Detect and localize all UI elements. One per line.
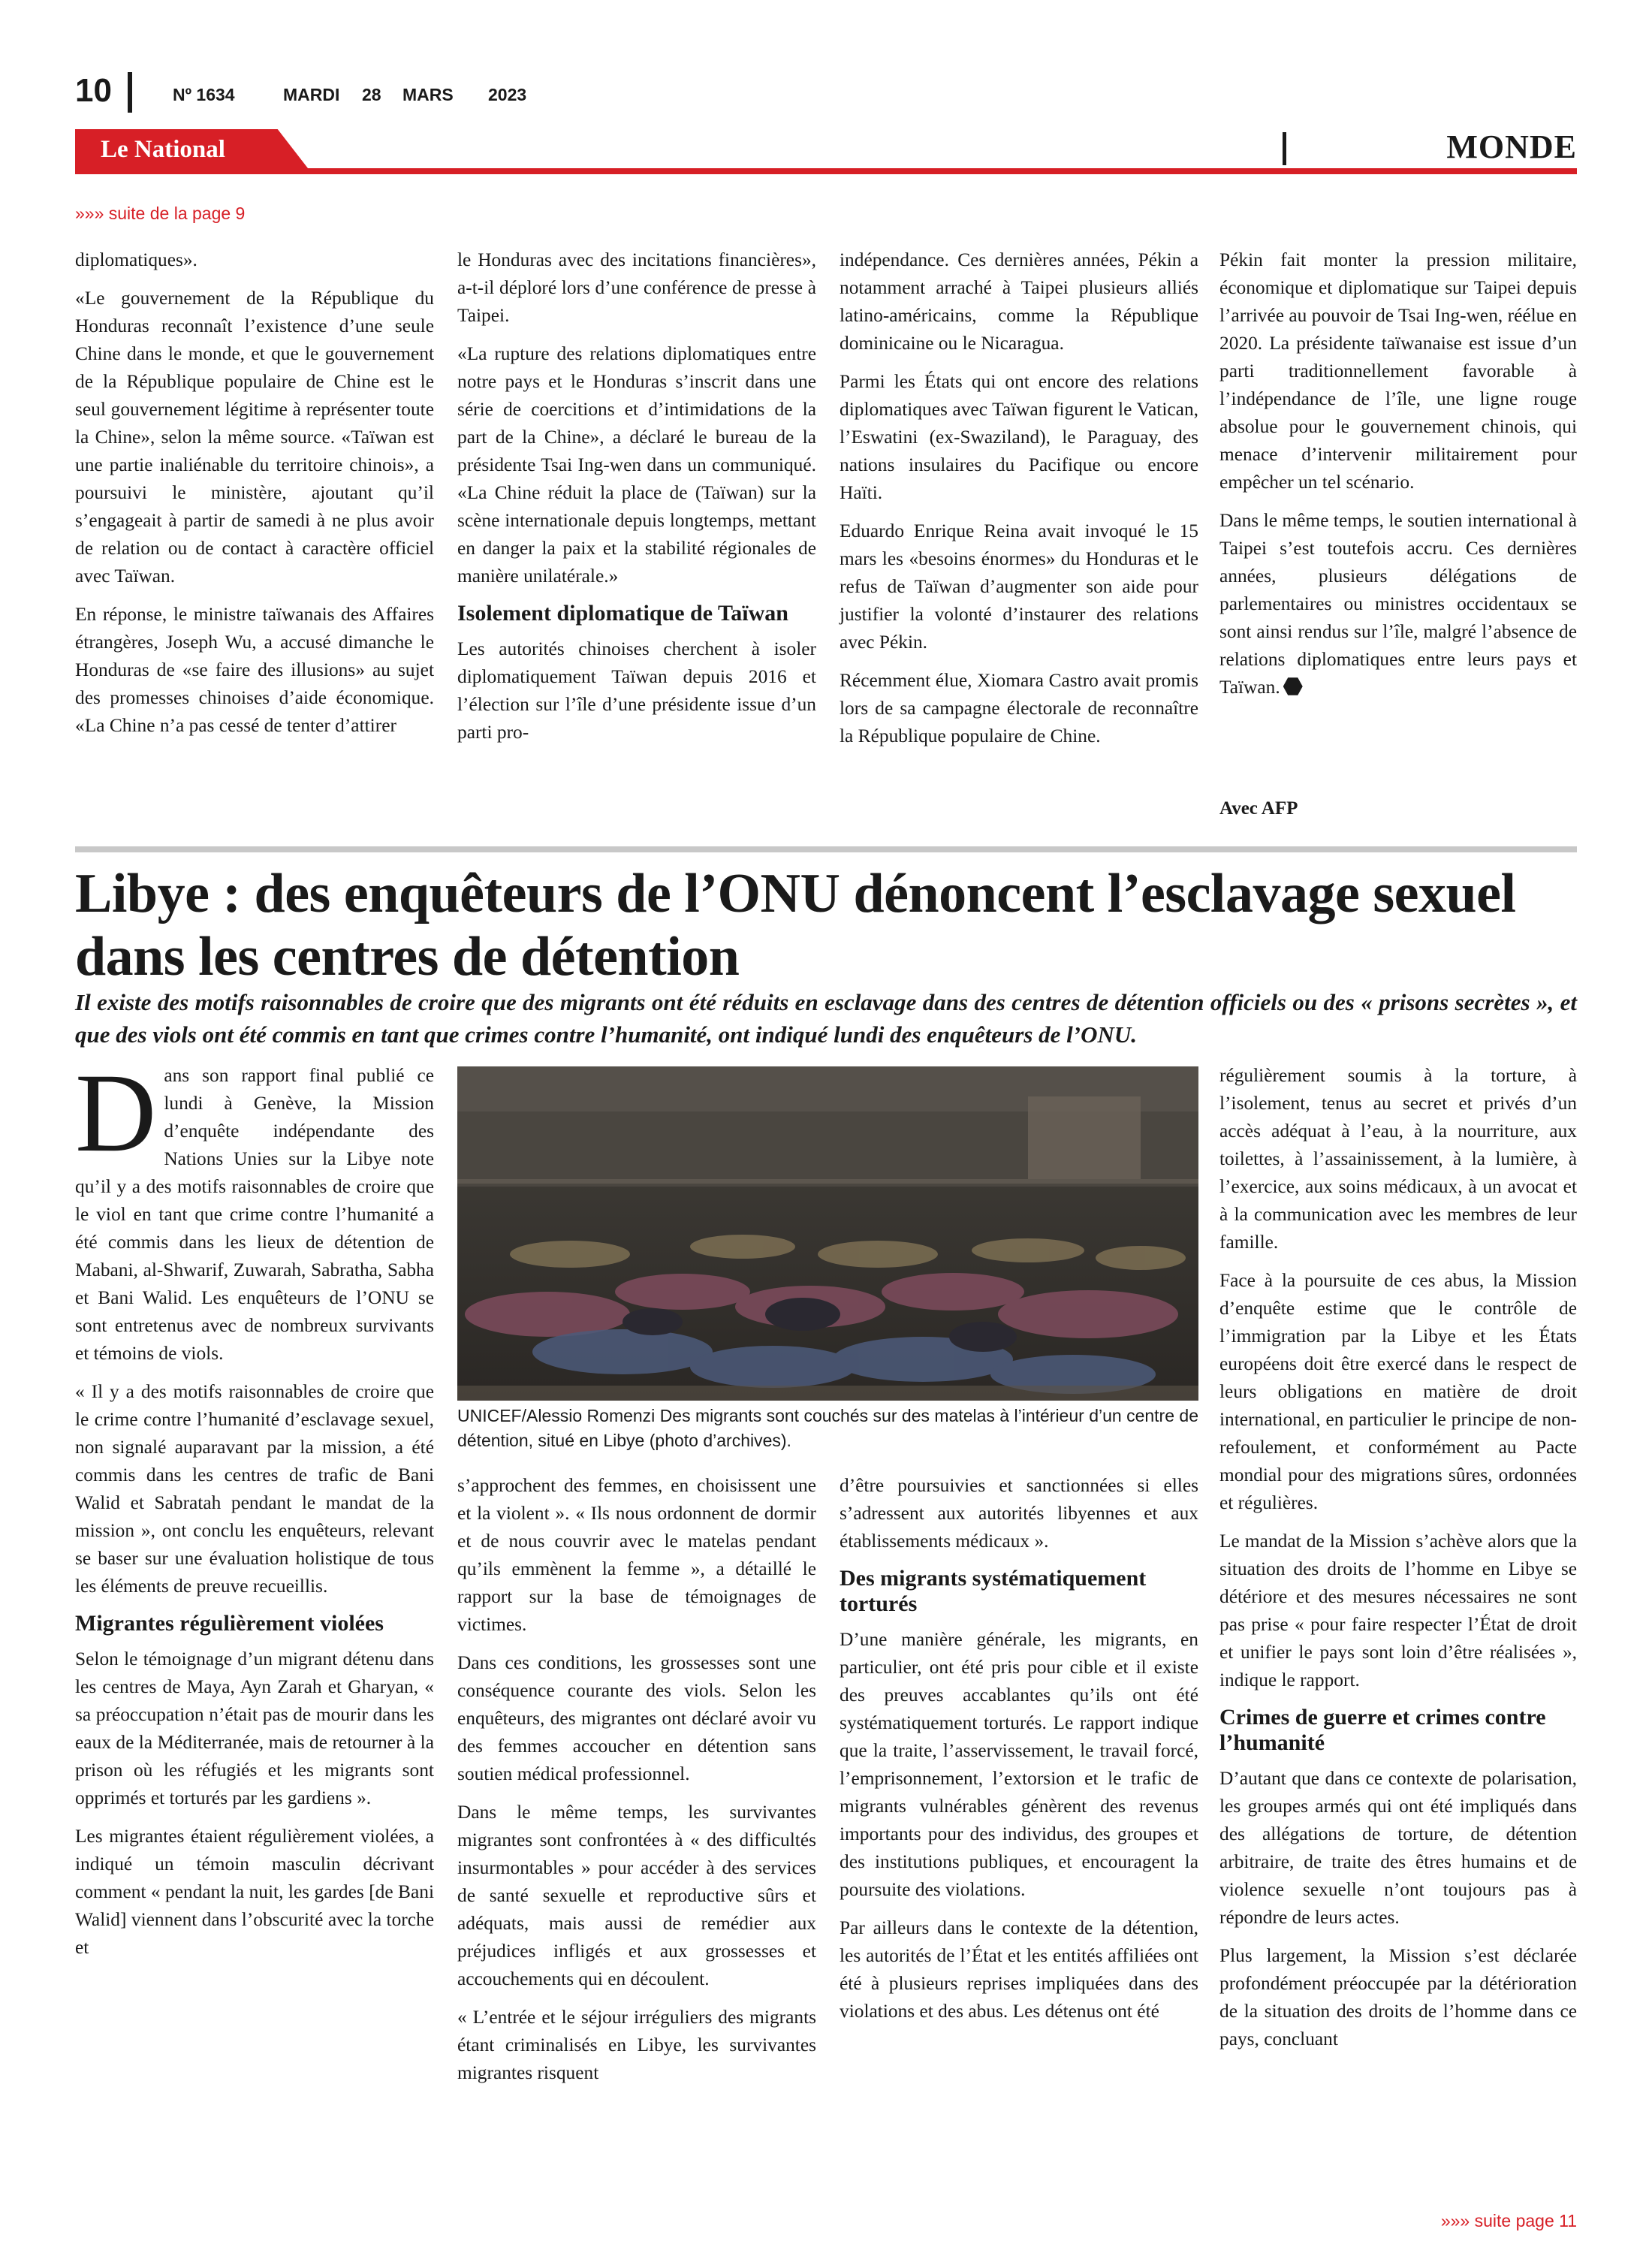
page-number: 10 <box>75 72 112 109</box>
paragraph <box>1219 507 1577 701</box>
paragraph <box>1219 246 1577 496</box>
paragraph-text: Pékin fait monter la pression militaire, économique et diplomatique sur Taipei depuis l’arrivée au pouvoir de Tsai Ing-wen, réélue en 2020. La présidente taïwanaise est issue d’un parti traditionnellement favorable à l’indépendance de l’île, une ligne rouge absolue pour le gouvernement chinois, qui menace d’intervenir militairement pour empêcher un tel scénario. <box>1219 249 1577 493</box>
paragraph <box>457 1799 816 1993</box>
paragraph <box>75 285 434 590</box>
paragraph <box>840 1472 1198 1555</box>
paragraph <box>75 1823 434 1962</box>
paragraph <box>457 340 816 590</box>
paragraph-text: régulièrement soumis à la torture, à l’isolement, tenus au secret et privés d’un accès adéquat à l’eau, à la nourriture, aux toilettes, à l’assainissement, à la lumière, à l’exercice, aux soins médicaux, à un avocat et à la communication avec les membres de leur famille. <box>1219 1065 1577 1253</box>
paragraph-text: d’être poursuivies et sanctionnées si elles s’adressent aux autorités libyennes et aux établissements médicaux ». <box>840 1475 1198 1552</box>
paragraph <box>840 667 1198 750</box>
top-article-column-1 <box>75 246 434 750</box>
paragraph <box>457 1472 816 1639</box>
paragraph-text: Récemment élue, Xiomara Castro avait promis lors de sa campagne électorale de reconnaître la République populaire de Chine. <box>840 670 1198 746</box>
paragraph <box>75 1645 434 1812</box>
article-headline: Libye : des enquêteurs de l’ONU dénoncent l’esclavage sexuel dans les centres de détention <box>75 863 1516 988</box>
paragraph-text: Eduardo Enrique Reina avait invoqué le 15 mars les «besoins énormes» du Honduras et le refus de Taïwan d’augmenter son aide pour justifier la volonté d’instaurer des relations avec Pékin. <box>840 520 1198 653</box>
top-article-column-4 <box>1219 246 1577 712</box>
paragraph-text: En réponse, le ministre taïwanais des Affaires étrangères, Joseph Wu, a accusé dimanche le Honduras de «se faire des illusions» au sujet des promesses chinoises d’aide économique. «La Chine n’a pas cessé de tenter d’attirer <box>75 604 434 736</box>
continued-from-link[interactable]: »»» suite de la page 9 <box>75 204 246 223</box>
paragraph-text: ans son rapport final publié ce lundi à Genève, la Mission d’enquête indépendante des Nations Unies sur la Libye note qu’il y a des motifs raisonnables de croire que le viol en tant que crime contre l’humanité a été commis dans les lieux de détention de Mabani, al-Shwarif, Zuwarah, Sabratha, Sabha et Bani Walid. Les enquêteurs de l’ONU se sont entretenus avec de nombreux survivants et témoins de viols. <box>75 1065 434 1364</box>
paragraph <box>840 368 1198 507</box>
paragraph <box>1219 1942 1577 2053</box>
paragraph-text: D’autant que dans ce contexte de polarisation, les groupes armés qui ont été impliqués dans des allégations de torture, de détention arbitraire, de traite des êtres humains et de violence sexuelle n’ont toujours pas à répondre de leurs actes. <box>1219 1768 1577 1928</box>
paragraph <box>75 601 434 740</box>
paragraph <box>840 1626 1198 1904</box>
paragraph <box>840 1914 1198 2025</box>
paragraph-text: Dans ces conditions, les grossesses sont une conséquence courante des viols. Selon les enquêteurs, des migrantes ont déclaré avoir vu des femmes accoucher en détention sans soutien médical professionnel. <box>457 1652 816 1784</box>
detention-center-photo <box>457 1066 1198 1401</box>
subheading: Migrantes régulièrement violées <box>75 1611 384 1636</box>
paragraph <box>457 1649 816 1788</box>
section-divider <box>1283 132 1286 165</box>
article-divider <box>75 846 1577 852</box>
main-article-column-3 <box>840 1472 1198 2036</box>
drop-cap: D <box>75 1051 157 1175</box>
issue-number: Nº 1634 <box>173 85 235 104</box>
article-end-icon <box>1283 677 1303 696</box>
paragraph-text: D’une manière générale, les migrants, en particulier, ont été pris pour cible et il existe des preuves accablantes qu’ils ont été systématiquement torturés. Le rapport indique que la traite, l’asservissement, le travail forcé, l’emprisonnement, l’extorsion et le trafic de migrants vulnérables génèrent des revenus importants pour des individus, des groupes et des institutions publiques, et encouragent la poursuite des violations. <box>840 1629 1198 1900</box>
paragraph <box>75 1051 434 1368</box>
paragraph <box>75 246 434 274</box>
continued-to-link[interactable]: »»» suite page 11 <box>1440 2211 1577 2230</box>
main-article-column-2 <box>457 1472 816 2098</box>
paragraph <box>75 1378 434 1600</box>
photo-caption: UNICEF/Alessio Romenzi Des migrants sont couchés sur des matelas à l’intérieur d’un centre de détention, situé en Libye (photo d’archives). <box>457 1406 1198 1450</box>
paragraph <box>457 2004 816 2087</box>
issue-weekday: MARDI <box>283 85 340 104</box>
paragraph-text: « Il y a des motifs raisonnables de croire que le crime contre l’humanité d’esclavage sexuel, non signalé auparavant par la mission, a été commis dans les centres de trafic de Bani Walid et Sabratah pendant le mandat de la mission », ont conclu les enquêteurs, relevant se baser sur une évaluation holistique de tous les éléments de preuve recueillis. <box>75 1381 434 1597</box>
subheading: Crimes de guerre et crimes contre l’humanité <box>1219 1705 1546 1755</box>
article-standfirst: Il existe des motifs raisonnables de croire que des migrants ont été réduits en esclavage dans des centres de détention officiels ou des « prisons secrètes », et que des viols ont été commis en tant que crimes contre l’humanité, ont indiqué lundi des enquêteurs de l’ONU. <box>75 989 1577 1048</box>
brand-name: Le National <box>101 136 225 163</box>
paragraph-text: Les migrantes étaient régulièrement violées, a indiqué un témoin masculin décrivant comment « pendant la nuit, les gardes [de Bani Walid] viennent dans l’obscurité avec la torche et <box>75 1826 434 1958</box>
issue-day: 28 <box>362 85 381 104</box>
paragraph-text: «Le gouvernement de la République du Honduras reconnaît l’existence d’une seule Chine dans le monde, et que le gouvernement de la République populaire de Chine est le seul gouvernement légitime à représenter toute la Chine», selon la même source. «Taïwan est une partie inaliénable du territoire chinois», a poursuivi le ministère, ajoutant qu’il s’engageait à partir de samedi à ne plus avoir de relation ou de contact à caractère officiel avec Taïwan. <box>75 288 434 587</box>
paragraph-text: Face à la poursuite de ces abus, la Mission d’enquête estime que le contrôle de l’immigration par la Libye et les États européens doit être exercé dans le respect de leurs obligations en matière de droit international, en particulier le principe de non-refoulement, et conformément au Pacte mondial pour des migrations sûres, ordonnées et régulières. <box>1219 1270 1577 1513</box>
paragraph-text: Plus largement, la Mission s’est déclarée profondément préoccupée par la détérioration de la situation des droits de l’homme dans ce pays, concluant <box>1219 1945 1577 2049</box>
paragraph <box>1219 1528 1577 1694</box>
paragraph <box>457 246 816 330</box>
paragraph <box>1219 1765 1577 1932</box>
issue-month: MARS <box>402 85 454 104</box>
paragraph-text: indépendance. Ces dernières années, Pékin a notamment arraché à Taipei plusieurs alliés latino-américains, comme la République dominicaine ou le Nicaragua. <box>840 249 1198 354</box>
paragraph-text: Le mandat de la Mission s’achève alors que la situation des droits de l’homme en Libye se détériore et des mesures nécessaires ne sont pas prise « pour faire respecter l’État de droit et unifier le pays sont loin d’être réalisées », indique le rapport. <box>1219 1531 1577 1691</box>
paragraph <box>840 246 1198 357</box>
paragraph-text: Selon le témoignage d’un migrant détenu dans les centres de Maya, Ayn Zarah et Gharyan, « sa préoccupation n’était pas de mourir dans les eaux de la Méditerranée, mais de retourner à la prison où les réfugiés et les migrants sont opprimés et torturés par les gardiens ». <box>75 1648 434 1808</box>
paragraph <box>1219 1062 1577 1256</box>
subheading: Des migrants systématiquement torturés <box>840 1566 1147 1616</box>
main-article-column-1 <box>75 1051 434 1972</box>
paragraph-text: Les autorités chinoises cherchent à isoler diplomatiquement Taïwan depuis 2016 et l’élection sur l’île d’une présidente issue d’un parti pro- <box>457 638 816 743</box>
paragraph-text: Dans le même temps, le soutien international à Taipei s’est toutefois accru. Ces dernières années, plusieurs délégations de parlementaires ou ministres occidentaux se sont ainsi rendus sur l’île, malgré l’absence de relations diplomatiques entre leurs pays et Taïwan. <box>1219 510 1577 698</box>
paragraph-text: s’approchent des femmes, en choisissent une et la violent ». « Ils nous ordonnent de dormir et de nous couvrir avec le matelas pendant qu’ils emmènent la femme », a détaillé le rapport sur la base de témoignages de victimes. <box>457 1475 816 1635</box>
paragraph-text: diplomatiques». <box>75 249 197 270</box>
issue-year: 2023 <box>488 85 527 104</box>
top-article-column-3 <box>840 246 1198 761</box>
paragraph-text: Dans le même temps, les survivantes migrantes sont confrontées à « des difficultés insurmontables » pour accéder à des services de santé sexuelle et reproductive sûrs et adéquats, mais aussi de remédier aux préjudices infligés et aux grossesses et accouchements qui en découlent. <box>457 1802 816 1989</box>
subheading: Isolement diplomatique de Taïwan <box>457 601 788 626</box>
paragraph <box>457 635 816 746</box>
paragraph <box>840 517 1198 656</box>
paragraph-text: « L’entrée et le séjour irréguliers des migrants étant criminalisés en Libye, les survivantes migrantes risquent <box>457 2007 816 2083</box>
paragraph-text: Par ailleurs dans le contexte de la détention, les autorités de l’État et les entités affiliées ont été à plusieurs reprises impliquées dans des violations et des abus. Les détenus ont été <box>840 1917 1198 2022</box>
paragraph-text: le Honduras avec des incitations financières», a-t-il déploré lors d’une conférence de presse à Taipei. <box>457 249 816 326</box>
main-article-column-4 <box>1219 1062 1577 2064</box>
paragraph-text: «La rupture des relations diplomatiques entre notre pays et le Honduras s’inscrit dans une série de coercitions et d’intimidations de la part de la Chine», a déclaré le bureau de la présidente Tsai Ing-wen dans un communiqué. «La Chine réduit la place de (Taïwan) sur la scène internationale depuis longtemps, mettant en danger la paix et la stabilité régionales de manière unilatérale.» <box>457 343 816 587</box>
source-credit: Avec AFP <box>1219 798 1298 819</box>
paragraph-text: Parmi les États qui ont encore des relations diplomatiques avec Taïwan figurent le Vatican, l’Eswatini (ex-Swaziland), le Paraguay, des nations insulaires du Pacifique ou encore Haïti. <box>840 371 1198 503</box>
header-rule <box>75 168 1577 174</box>
section-title: MONDE <box>1446 128 1577 165</box>
top-article-column-2 <box>457 246 816 757</box>
article-photo <box>457 1066 1198 1401</box>
page-number-divider <box>128 72 132 113</box>
paragraph <box>1219 1267 1577 1517</box>
